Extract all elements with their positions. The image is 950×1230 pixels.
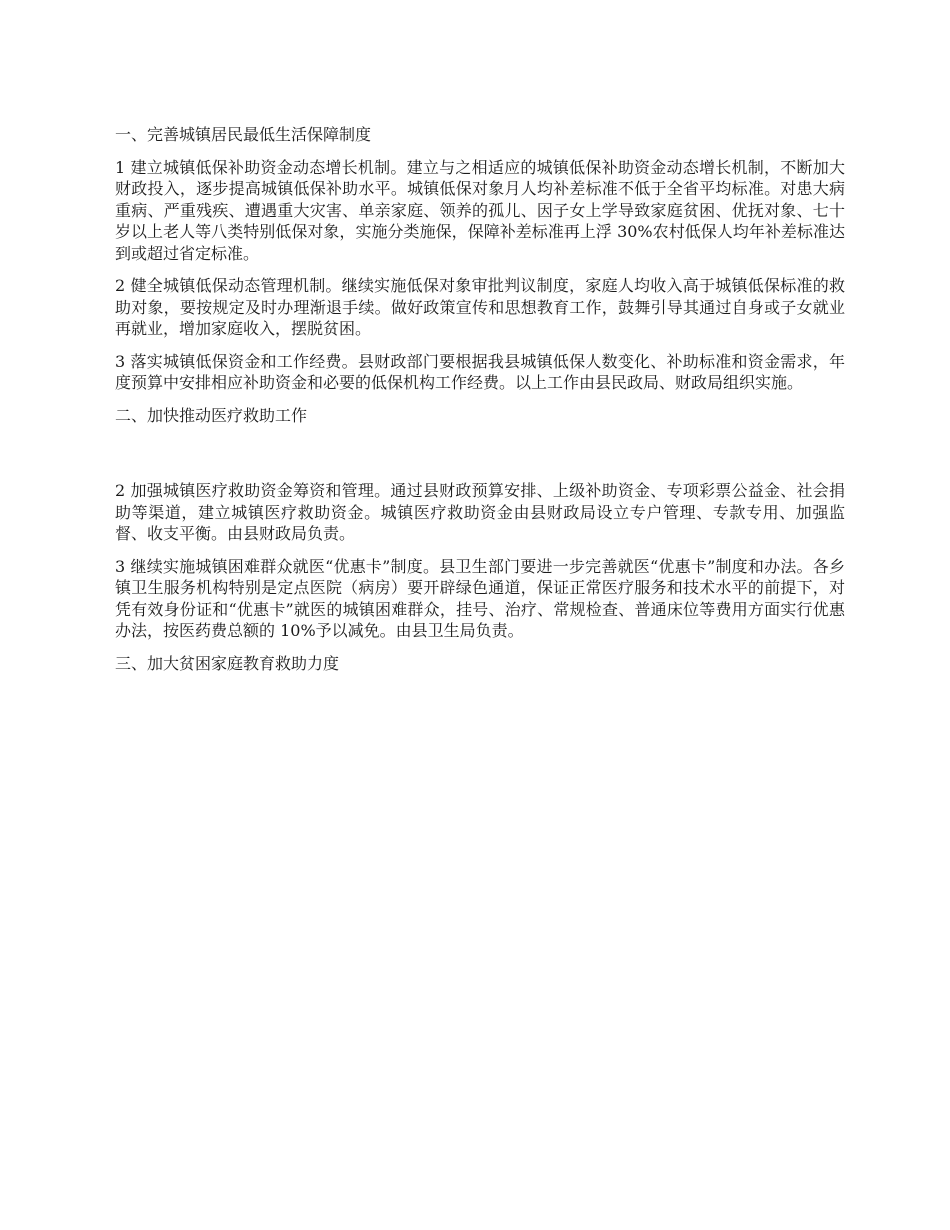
paragraph-1-1: 1 建立城镇低保补助资金动态增长机制。建立与之相适应的城镇低保补助资金动态增长机制，不断加大财政投入，逐步提高城镇低保补助水平。城镇低保对象月人均补差标准不低于全省平均标准。对患大病重病、严重残疾、遭遇重大灾害、单亲家庭、领养的孤儿、因子女上学导致家庭贫困、优抚对象、七十岁以上老人等八类特别低保对象，实施分类施保，保障补差标准再上浮 30%农村低保人均年补差标准达到或超过省定标准。 (115, 157, 845, 263)
paragraph-2-2: 2 加强城镇医疗救助资金筹资和管理。通过县财政预算安排、上级补助资金、专项彩票公益金、社会捐助等渠道，建立城镇医疗救助资金。城镇医疗救助资金由县财政局设立专户管理、专款专用、加强监督、收支平衡。由县财政局负责。 (115, 481, 845, 543)
paragraph-1-3: 3 落实城镇低保资金和工作经费。县财政部门要根据我县城镇低保人数变化、补助标准和资金需求，年度预算中安排相应补助资金和必要的低保机构工作经费。以上工作由县民政局、财政局组织实施。 (115, 351, 845, 392)
section-heading-2: 二、加快推动医疗救助工作 (115, 405, 308, 425)
section-heading-1: 一、完善城镇居民最低生活保障制度 (115, 125, 372, 144)
paragraph-1-2: 2 健全城镇低保动态管理机制。继续实施低保对象审批判议制度，家庭人均收入高于城镇低保标准的救助对象，要按规定及时办理渐退手续。做好政策宣传和思想教育工作，鼓舞引导其通过自身或子女就业再就业，增加家庭收入，摆脱贫困。 (115, 276, 845, 338)
blank-gap (115, 437, 845, 480)
document-body (115, 124, 845, 685)
section-heading-3: 三、加大贫困家庭教育救助力度 (115, 653, 340, 673)
paragraph-2-3: 3 继续实施城镇困难群众就医“优惠卡”制度。县卫生部门要进一步完善就医“优惠卡”制度和办法。各乡镇卫生服务机构特别是定点医院（病房）要开辟绿色通道，保证正常医疗服务和技术水平的前提下，对凭有效身份证和“优惠卡”就医的城镇困难群众，挂号、治疗、常规检查、普通床位等费用方面实行优惠办法，按医药费总额的 10%予以减免。由县卫生局负责。 (115, 556, 845, 640)
